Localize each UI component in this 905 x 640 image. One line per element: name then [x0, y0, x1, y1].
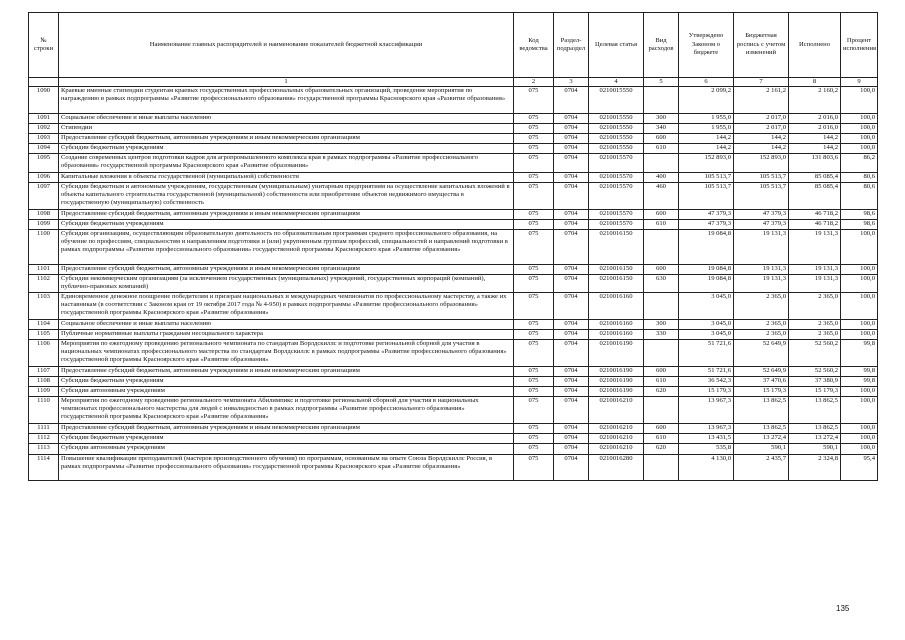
- target-item: 0210015550: [589, 113, 644, 123]
- approved-amount: 144,2: [679, 144, 734, 154]
- header-expense-type: Вид расходов: [644, 13, 679, 78]
- table-row: [29, 154, 878, 172]
- column-number: 1: [59, 78, 514, 87]
- budget-list-amount: 19 131,3: [734, 229, 789, 264]
- row-number: 1107: [29, 366, 59, 376]
- executed-amount: 144,2: [789, 144, 841, 154]
- expense-type: [644, 340, 679, 367]
- expense-type: 630: [644, 274, 679, 292]
- department-code: 075: [514, 387, 554, 397]
- section-code: 0704: [554, 154, 589, 172]
- table-row: [29, 87, 878, 114]
- row-name: Стипендии: [59, 123, 514, 133]
- percent-executed: 100,0: [841, 87, 878, 114]
- target-item: 0210015550: [589, 144, 644, 154]
- executed-amount: 2 324,8: [789, 454, 841, 481]
- approved-amount: 19 084,8: [679, 264, 734, 274]
- column-number: [29, 78, 59, 87]
- approved-amount: 3 045,0: [679, 330, 734, 340]
- executed-amount: 46 718,2: [789, 219, 841, 229]
- column-number: 6: [679, 78, 734, 87]
- row-name: Субсидии автономным учреждениям: [59, 444, 514, 454]
- approved-amount: 15 179,3: [679, 387, 734, 397]
- percent-executed: 100,0: [841, 444, 878, 454]
- row-name: Субсидии автономным учреждениям: [59, 387, 514, 397]
- row-name: Субсидии организациям, осуществляющим образовательную деятельность по образовательным программам среднего профессионального образования, на обучение по профессиям, специальностям и направлениям подготовки и (или) укрупненным группам профессий, специальностей и направлений подготовки в рамках подпрограммы «Развитие профессионального образования» государственной программы Красноярского края «Развитие образования»: [59, 229, 514, 264]
- table-row: [29, 340, 878, 367]
- column-number: 3: [554, 78, 589, 87]
- approved-amount: 47 379,3: [679, 209, 734, 219]
- percent-executed: 100,0: [841, 113, 878, 123]
- expense-type: 610: [644, 219, 679, 229]
- budget-list-amount: 2 161,2: [734, 87, 789, 114]
- table-row: [29, 387, 878, 397]
- target-item: 0210016150: [589, 229, 644, 264]
- department-code: 075: [514, 123, 554, 133]
- expense-type: 600: [644, 133, 679, 143]
- executed-amount: 2 016,0: [789, 113, 841, 123]
- header-approved: Утверждено Законом о бюджете: [679, 13, 734, 78]
- expense-type: 600: [644, 264, 679, 274]
- budget-list-amount: 47 379,3: [734, 219, 789, 229]
- budget-table: [28, 12, 878, 481]
- row-name: Создание современных центров подготовки кадров для агропромышленного комплекса края в рамках подпрограммы «Развитие профессионального образования» государственной программы Красноярского края «Развитие образования»: [59, 154, 514, 172]
- table-row: [29, 274, 878, 292]
- target-item: 0210015570: [589, 172, 644, 182]
- percent-executed: 100,0: [841, 133, 878, 143]
- section-code: 0704: [554, 172, 589, 182]
- row-name: Субсидии бюджетным и автономным учреждениям, государственным (муниципальным) унитарным предприятиям на осуществление капитальных вложений в объекты капитального строительства государственной (муниципальной) собственности или приобретение объектов недвижимого имущества в государственную (муниципальную) собственность: [59, 182, 514, 209]
- department-code: 075: [514, 397, 554, 424]
- department-code: 075: [514, 264, 554, 274]
- expense-type: 600: [644, 366, 679, 376]
- table-row: [29, 172, 878, 182]
- row-name: Повышение квалификации преподавателей (мастеров производственного обучения) по программам, основанным на опыте Союза Ворлдскиллс Россия, в рамках подпрограммы «Развитие профессионального образования» государственной программы Красноярского края «Развитие образования»: [59, 454, 514, 481]
- row-number: 1098: [29, 209, 59, 219]
- row-number: 1093: [29, 133, 59, 143]
- approved-amount: 19 084,8: [679, 229, 734, 264]
- header-department-code: Код ведомства: [514, 13, 554, 78]
- expense-type: 340: [644, 123, 679, 133]
- target-item: 0210016190: [589, 340, 644, 367]
- column-number: 7: [734, 78, 789, 87]
- department-code: 075: [514, 209, 554, 219]
- approved-amount: 535,8: [679, 444, 734, 454]
- row-number: 1108: [29, 377, 59, 387]
- section-code: 0704: [554, 87, 589, 114]
- approved-amount: 3 045,0: [679, 319, 734, 329]
- target-item: 0210015550: [589, 87, 644, 114]
- table-row: [29, 144, 878, 154]
- percent-executed: 100,0: [841, 434, 878, 444]
- column-number: 4: [589, 78, 644, 87]
- expense-type: 620: [644, 444, 679, 454]
- approved-amount: 13 431,5: [679, 434, 734, 444]
- department-code: 075: [514, 434, 554, 444]
- row-number: 1103: [29, 293, 59, 320]
- header-budget-list: Бюджетная роспись с учетом изменений: [734, 13, 789, 78]
- section-code: 0704: [554, 264, 589, 274]
- budget-list-amount: 590,1: [734, 444, 789, 454]
- department-code: 075: [514, 293, 554, 320]
- expense-type: 400: [644, 172, 679, 182]
- header-executed: Исполнено: [789, 13, 841, 78]
- row-number: 1113: [29, 444, 59, 454]
- section-code: 0704: [554, 113, 589, 123]
- target-item: 0210016280: [589, 454, 644, 481]
- executed-amount: 2 365,0: [789, 330, 841, 340]
- target-item: 0210016150: [589, 264, 644, 274]
- section-code: 0704: [554, 423, 589, 433]
- table-row: [29, 423, 878, 433]
- percent-executed: 100,0: [841, 423, 878, 433]
- row-name: Субсидии некоммерческим организациям (за исключением государственных (муниципальных) учреждений, государственных корпораций (компаний), публично-правовых компаний): [59, 274, 514, 292]
- row-number: 1099: [29, 219, 59, 229]
- section-code: 0704: [554, 133, 589, 143]
- row-number: 1097: [29, 182, 59, 209]
- expense-type: [644, 293, 679, 320]
- expense-type: 300: [644, 319, 679, 329]
- table-header-row: [29, 13, 878, 78]
- department-code: 075: [514, 377, 554, 387]
- section-code: 0704: [554, 319, 589, 329]
- expense-type: 610: [644, 434, 679, 444]
- row-number: 1110: [29, 397, 59, 424]
- row-name: Публичные нормативные выплаты гражданам несоциального характера: [59, 330, 514, 340]
- budget-list-amount: 13 862,5: [734, 397, 789, 424]
- executed-amount: 2 016,0: [789, 123, 841, 133]
- section-code: 0704: [554, 219, 589, 229]
- expense-type: [644, 454, 679, 481]
- row-number: 1091: [29, 113, 59, 123]
- target-item: 0210016210: [589, 444, 644, 454]
- expense-type: 610: [644, 377, 679, 387]
- row-number: 1112: [29, 434, 59, 444]
- budget-list-amount: 19 131,3: [734, 264, 789, 274]
- section-code: 0704: [554, 340, 589, 367]
- approved-amount: 19 084,8: [679, 274, 734, 292]
- target-item: 0210016190: [589, 377, 644, 387]
- row-name: Предоставление субсидий бюджетным, автономным учреждениям и иным некоммерческим организациям: [59, 264, 514, 274]
- row-name: Субсидии бюджетным учреждениям: [59, 219, 514, 229]
- section-code: 0704: [554, 377, 589, 387]
- row-number: 1101: [29, 264, 59, 274]
- percent-executed: 100,0: [841, 123, 878, 133]
- budget-list-amount: 37 470,6: [734, 377, 789, 387]
- percent-executed: 99,8: [841, 340, 878, 367]
- department-code: 075: [514, 340, 554, 367]
- percent-executed: 100,0: [841, 144, 878, 154]
- target-item: 0210016210: [589, 434, 644, 444]
- department-code: 075: [514, 444, 554, 454]
- header-row-number: № строки: [29, 13, 59, 78]
- page-number: 135: [836, 604, 850, 613]
- row-number: 1109: [29, 387, 59, 397]
- budget-list-amount: 2 017,0: [734, 113, 789, 123]
- percent-executed: 100,0: [841, 319, 878, 329]
- percent-executed: 100,0: [841, 274, 878, 292]
- approved-amount: 3 045,0: [679, 293, 734, 320]
- expense-type: 620: [644, 387, 679, 397]
- expense-type: [644, 154, 679, 172]
- executed-amount: 13 862,5: [789, 397, 841, 424]
- percent-executed: 98,6: [841, 209, 878, 219]
- target-item: 0210015550: [589, 123, 644, 133]
- section-code: 0704: [554, 144, 589, 154]
- header-target-item: Целевая статья: [589, 13, 644, 78]
- table-row: [29, 264, 878, 274]
- row-number: 1094: [29, 144, 59, 154]
- budget-list-amount: 19 131,3: [734, 274, 789, 292]
- percent-executed: 95,4: [841, 454, 878, 481]
- department-code: 075: [514, 87, 554, 114]
- executed-amount: 46 718,2: [789, 209, 841, 219]
- table-row: [29, 377, 878, 387]
- approved-amount: 105 513,7: [679, 182, 734, 209]
- executed-amount: 2 160,2: [789, 87, 841, 114]
- percent-executed: 98,6: [841, 219, 878, 229]
- approved-amount: 152 893,0: [679, 154, 734, 172]
- row-name: Предоставление субсидий бюджетным, автономным учреждениям и иным некоммерческим организациям: [59, 366, 514, 376]
- department-code: 075: [514, 454, 554, 481]
- department-code: 075: [514, 172, 554, 182]
- budget-list-amount: 152 893,0: [734, 154, 789, 172]
- department-code: 075: [514, 154, 554, 172]
- budget-list-amount: 2 365,0: [734, 319, 789, 329]
- target-item: 0210016190: [589, 366, 644, 376]
- percent-executed: 99,8: [841, 366, 878, 376]
- approved-amount: 144,2: [679, 133, 734, 143]
- target-item: 0210015550: [589, 133, 644, 143]
- section-code: 0704: [554, 387, 589, 397]
- percent-executed: 80,6: [841, 172, 878, 182]
- percent-executed: 100,0: [841, 264, 878, 274]
- approved-amount: 51 721,6: [679, 340, 734, 367]
- approved-amount: 4 130,0: [679, 454, 734, 481]
- table-row: [29, 397, 878, 424]
- executed-amount: 19 131,3: [789, 229, 841, 264]
- approved-amount: 51 721,6: [679, 366, 734, 376]
- target-item: 0210015570: [589, 219, 644, 229]
- expense-type: 610: [644, 144, 679, 154]
- section-code: 0704: [554, 454, 589, 481]
- table-row: [29, 434, 878, 444]
- department-code: 075: [514, 113, 554, 123]
- table-row: [29, 209, 878, 219]
- row-name: Субсидии бюджетным учреждениям: [59, 377, 514, 387]
- table-row: [29, 293, 878, 320]
- row-number: 1111: [29, 423, 59, 433]
- approved-amount: 13 967,3: [679, 397, 734, 424]
- row-name: Социальное обеспечение и иные выплаты населению: [59, 113, 514, 123]
- expense-type: 460: [644, 182, 679, 209]
- executed-amount: 131 803,6: [789, 154, 841, 172]
- approved-amount: 2 099,2: [679, 87, 734, 114]
- department-code: 075: [514, 144, 554, 154]
- table-row: [29, 219, 878, 229]
- budget-list-amount: 13 862,5: [734, 423, 789, 433]
- approved-amount: 1 955,0: [679, 113, 734, 123]
- approved-amount: 36 542,3: [679, 377, 734, 387]
- percent-executed: 100,0: [841, 330, 878, 340]
- target-item: 0210016160: [589, 330, 644, 340]
- department-code: 075: [514, 133, 554, 143]
- department-code: 075: [514, 274, 554, 292]
- row-name: Единовременное денежное поощрение победителям и призерам национальных и международных чемпионатов по профессиональному мастерству, а также их наставникам (в соответствии с Законом края от 19 октября 2017 года № 4-950) в рамках подпрограммы «Развитие профессионального образования» государственной программы Красноярского края «Развитие образования»: [59, 293, 514, 320]
- executed-amount: 85 085,4: [789, 182, 841, 209]
- section-code: 0704: [554, 293, 589, 320]
- budget-list-amount: 52 649,9: [734, 366, 789, 376]
- row-number: 1096: [29, 172, 59, 182]
- row-name: Краевые именные стипендии студентам краевых государственных профессиональных образовательных организаций, проведение мероприятия по награждению в рамках подпрограммы «Развитие профессионального образования» государственной программы Красноярского края «Развитие образования»: [59, 87, 514, 114]
- budget-list-amount: 105 513,7: [734, 172, 789, 182]
- table-row: [29, 113, 878, 123]
- expense-type: 600: [644, 209, 679, 219]
- budget-list-amount: 2 365,0: [734, 330, 789, 340]
- percent-executed: 100,0: [841, 397, 878, 424]
- approved-amount: 13 967,3: [679, 423, 734, 433]
- budget-list-amount: 47 379,3: [734, 209, 789, 219]
- target-item: 0210016160: [589, 293, 644, 320]
- budget-list-amount: 2 365,0: [734, 293, 789, 320]
- expense-type: 330: [644, 330, 679, 340]
- department-code: 075: [514, 229, 554, 264]
- column-number: 9: [841, 78, 878, 87]
- budget-list-amount: 105 513,7: [734, 182, 789, 209]
- percent-executed: 100,0: [841, 229, 878, 264]
- row-number: 1095: [29, 154, 59, 172]
- header-section: Раздел-подраздел: [554, 13, 589, 78]
- executed-amount: 37 380,9: [789, 377, 841, 387]
- column-number: 2: [514, 78, 554, 87]
- header-percent: Процент исполнения: [841, 13, 878, 78]
- executed-amount: 19 131,3: [789, 274, 841, 292]
- target-item: 0210016160: [589, 319, 644, 329]
- percent-executed: 80,6: [841, 182, 878, 209]
- percent-executed: 100,0: [841, 293, 878, 320]
- header-name: Наименование главных распорядителей и наименование показателей бюджетной классификации: [59, 13, 514, 78]
- department-code: 075: [514, 330, 554, 340]
- target-item: 0210015570: [589, 154, 644, 172]
- department-code: 075: [514, 319, 554, 329]
- expense-type: [644, 397, 679, 424]
- executed-amount: 52 560,2: [789, 340, 841, 367]
- approved-amount: 105 513,7: [679, 172, 734, 182]
- target-item: 0210016150: [589, 274, 644, 292]
- approved-amount: 47 379,3: [679, 219, 734, 229]
- row-number: 1105: [29, 330, 59, 340]
- department-code: 075: [514, 182, 554, 209]
- table-row: [29, 133, 878, 143]
- table-row: [29, 444, 878, 454]
- executed-amount: 52 560,2: [789, 366, 841, 376]
- row-name: Предоставление субсидий бюджетным, автономным учреждениям и иным некоммерческим организациям: [59, 423, 514, 433]
- section-code: 0704: [554, 366, 589, 376]
- row-number: 1102: [29, 274, 59, 292]
- row-name: Субсидии бюджетным учреждениям: [59, 434, 514, 444]
- approved-amount: 1 955,0: [679, 123, 734, 133]
- table-row: [29, 366, 878, 376]
- section-code: 0704: [554, 434, 589, 444]
- target-item: 0210016210: [589, 423, 644, 433]
- column-number-row: [29, 78, 878, 87]
- row-number: 1090: [29, 87, 59, 114]
- section-code: 0704: [554, 209, 589, 219]
- row-name: Субсидии бюджетным учреждениям: [59, 144, 514, 154]
- row-name: Социальное обеспечение и иные выплаты населению: [59, 319, 514, 329]
- section-code: 0704: [554, 330, 589, 340]
- expense-type: [644, 87, 679, 114]
- table-row: [29, 182, 878, 209]
- expense-type: 300: [644, 113, 679, 123]
- row-number: 1092: [29, 123, 59, 133]
- column-number: 5: [644, 78, 679, 87]
- row-name: Мероприятия по ежегодному проведению регионального чемпионата Абилимпикс и подготовке региональной сборной для участия в национальных чемпионатах профессионального мастерства для людей с инвалидностью в рамках подпрограммы «Развитие профессионального образования» государственной программы Красноярского края «Развитие образования»: [59, 397, 514, 424]
- budget-list-amount: 144,2: [734, 133, 789, 143]
- department-code: 075: [514, 219, 554, 229]
- section-code: 0704: [554, 274, 589, 292]
- budget-list-amount: 2 017,0: [734, 123, 789, 133]
- target-item: 0210016210: [589, 397, 644, 424]
- budget-list-amount: 2 435,7: [734, 454, 789, 481]
- executed-amount: 144,2: [789, 133, 841, 143]
- column-number: 8: [789, 78, 841, 87]
- table-row: [29, 123, 878, 133]
- table-row: [29, 454, 878, 481]
- row-number: 1106: [29, 340, 59, 367]
- executed-amount: 590,1: [789, 444, 841, 454]
- executed-amount: 2 365,0: [789, 319, 841, 329]
- expense-type: [644, 229, 679, 264]
- executed-amount: 15 179,3: [789, 387, 841, 397]
- department-code: 075: [514, 366, 554, 376]
- executed-amount: 85 085,4: [789, 172, 841, 182]
- row-number: 1114: [29, 454, 59, 481]
- section-code: 0704: [554, 397, 589, 424]
- section-code: 0704: [554, 229, 589, 264]
- executed-amount: 19 131,3: [789, 264, 841, 274]
- table-row: [29, 319, 878, 329]
- section-code: 0704: [554, 444, 589, 454]
- table-row: [29, 330, 878, 340]
- section-code: 0704: [554, 123, 589, 133]
- budget-list-amount: 52 649,9: [734, 340, 789, 367]
- row-name: Предоставление субсидий бюджетным, автономным учреждениям и иным некоммерческим организациям: [59, 133, 514, 143]
- row-name: Предоставление субсидий бюджетным, автономным учреждениям и иным некоммерческим организациям: [59, 209, 514, 219]
- row-number: 1100: [29, 229, 59, 264]
- row-name: Мероприятия по ежегодному проведению регионального чемпионата по стандартам Ворлдскиллс и подготовке региональной сборной для участия в национальных чемпионатах профессионального мастерства по стандартам Ворлдскиллс в рамках подпрограммы «Развитие профессионального образования» государственной программы Красноярского края «Развитие образования»: [59, 340, 514, 367]
- budget-list-amount: 13 272,4: [734, 434, 789, 444]
- budget-list-amount: 15 179,3: [734, 387, 789, 397]
- expense-type: 600: [644, 423, 679, 433]
- table-row: [29, 229, 878, 264]
- percent-executed: 86,2: [841, 154, 878, 172]
- target-item: 0210015570: [589, 209, 644, 219]
- row-number: 1104: [29, 319, 59, 329]
- executed-amount: 13 272,4: [789, 434, 841, 444]
- executed-amount: 13 862,5: [789, 423, 841, 433]
- section-code: 0704: [554, 182, 589, 209]
- executed-amount: 2 365,0: [789, 293, 841, 320]
- row-name: Капитальные вложения в объекты государственной (муниципальной) собственности: [59, 172, 514, 182]
- target-item: 0210016190: [589, 387, 644, 397]
- percent-executed: 100,0: [841, 387, 878, 397]
- budget-list-amount: 144,2: [734, 144, 789, 154]
- department-code: 075: [514, 423, 554, 433]
- target-item: 0210015570: [589, 182, 644, 209]
- percent-executed: 99,8: [841, 377, 878, 387]
